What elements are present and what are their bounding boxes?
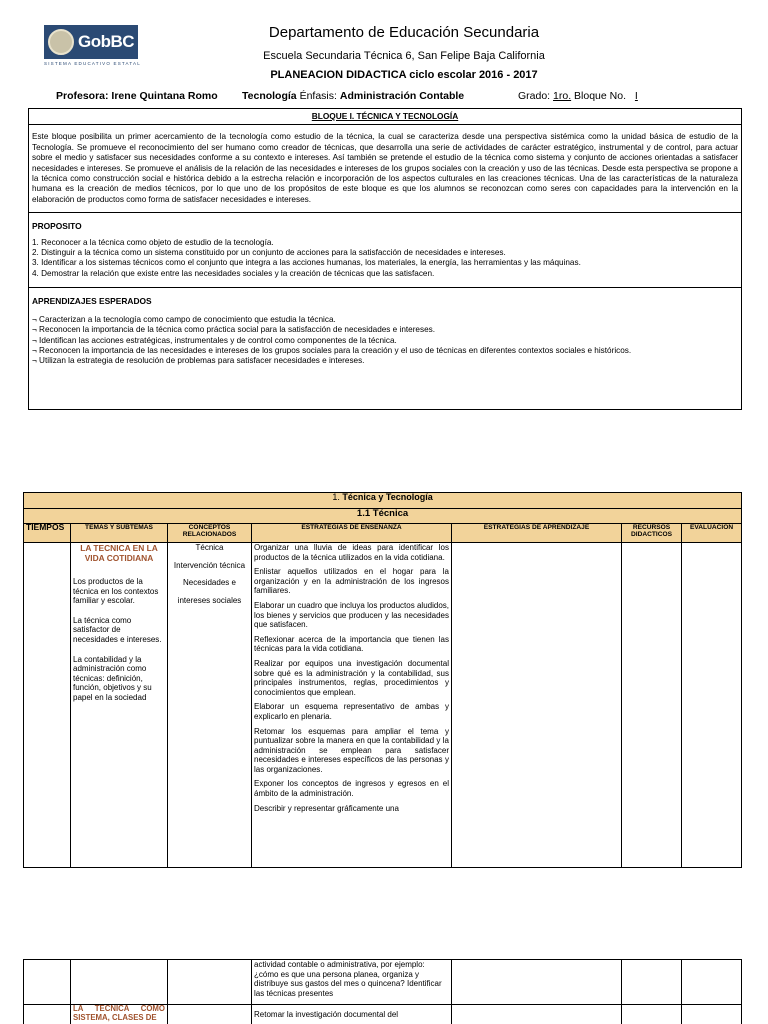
ensenanza-item: Exponer los conceptos de ingresos y egresos en el ámbito de la administración.	[254, 779, 449, 799]
planning-table-continued	[23, 959, 742, 1024]
table-title-row	[24, 493, 742, 509]
cell-ensenanza: actividad contable o administrativa, por ejemplo: ¿cómo es que una persona planea, organiza y distribuye sus gastos del mes o quincena? Identificar las técnicas presentes	[252, 960, 452, 1005]
tema-heading: LA TECNICA EN LA VIDA COTIDIANA	[80, 543, 158, 563]
header-recursos: RECURSOS DIDACTICOS	[622, 524, 682, 543]
enfasis-value: Administración Contable	[339, 90, 465, 102]
tema-heading: LA TECNICA COMO SISTEMA, CLASES DE	[71, 1005, 168, 1024]
cell-recursos	[622, 1005, 682, 1024]
proposito-item: 1. Reconocer a la técnica como objeto de estudio de la tecnología.	[32, 237, 274, 247]
ensenanza-item: Describir y representar gráficamente una	[254, 803, 399, 813]
logo-caption: SISTEMA EDUCATIVO ESTATAL	[44, 61, 141, 66]
header-tiempos: TIEMPOS	[24, 524, 71, 543]
cell-conceptos	[168, 960, 252, 1005]
cell-ensenanza	[252, 543, 452, 868]
ensenanza-item: Reflexionar acerca de la importancia que tienen las técnicas para la vida cotidiana.	[254, 634, 449, 654]
table-row	[24, 960, 742, 1005]
profesora: Profesora: Irene Quintana Romo	[56, 90, 218, 102]
aprendizaje-item: ¬ Reconocen la importancia de la técnica como práctica social para la satisfacción de necesidades e intereses.	[32, 325, 436, 335]
divider	[29, 212, 741, 213]
tecnologia-label: Tecnología	[242, 90, 297, 102]
planeacion-title: PLANEACION DIDACTICA ciclo escolar 2016 - 2017	[270, 69, 538, 81]
table-title-text: Técnica y Tecnología	[342, 492, 433, 502]
bloque-value: I	[634, 90, 638, 102]
header-temas: TEMAS Y SUBTEMAS	[71, 524, 168, 543]
concepto-item: intereses sociales	[177, 595, 242, 605]
ensenanza-item: Elaborar un esquema representativo de ambas y explicarlo en plenaria.	[254, 702, 449, 721]
school-name: Escuela Secundaria Técnica 6, San Felipe Baja California	[263, 50, 545, 62]
cell-ensenanza: Retomar la investigación documental del	[252, 1005, 452, 1024]
cell-conceptos	[168, 543, 252, 868]
table-title-number: 1.	[332, 492, 340, 502]
bloque-intro: Este bloque posibilita un primer acercamiento de la tecnología como estudio de la técnica, la cual se caracteriza desde una perspectiva sistémica como la unidad básica de estudio de la Tecnología. Se promueve el reconocimiento del ser humano como creador de técnicas, que desarrolla una serie de actividades de carácter estratégico, instrumental y de control, para actuar sobre el medio y satisfacer sus necesidades conforme a su contexto e intereses. Así también se pretende el estudio de la técnica como sistema y conjunto de acciones orientadas a satisfacer necesidades e intereses. Se promueve el análisis de la relación de las necesidades e intereses de los grupos sociales con la creación y uso de las técnicas. Desde esta perspectiva se propone a la técnica como construcción social e histórica debido a la estrecha relación e incorporación de los aspectos culturales en las creaciones técnicas. Una de las características de la naturaleza humana es la creación de medios técnicos, por lo que uno de los propósitos de este bloque es que los alumnos se reconozcan como seres con capacidades para la intervención en la elaboración de productos como forma de satisfacer necesidades e intereses.	[32, 132, 738, 204]
table-title	[24, 493, 742, 509]
table-subtitle-row	[24, 509, 742, 524]
cell-tiempos	[24, 960, 71, 1005]
table-row	[24, 1005, 742, 1024]
table-subtitle: 1.1 Técnica	[24, 509, 742, 524]
cell-aprendizaje	[452, 1005, 622, 1024]
aprendizaje-item: ¬ Reconocen la importancia de las necesidades e intereses de los grupos sociales para la creación y el uso de técnicas en diferentes contextos sociales e históricos.	[32, 345, 632, 355]
bloque-title: BLOQUE I. TÉCNICA Y TECNOLOGÍA	[311, 111, 459, 121]
enfasis-line	[242, 90, 464, 102]
cell-temas	[71, 543, 168, 868]
ensenanza-item: Organizar una lluvia de ideas para identificar los productos de la técnica utilizados en la vida cotidiana.	[254, 543, 449, 562]
aprendizaje-item: ¬ Identifican las acciones estratégicas, instrumentales y de control como componentes de la técnica.	[32, 335, 397, 345]
aprendizajes-list	[29, 307, 741, 367]
cell-recursos	[622, 543, 682, 868]
proposito-heading: PROPOSITO	[32, 221, 82, 232]
concepto-item: Necesidades e	[183, 578, 236, 588]
ensenanza-item: Enlistar aquellos utilizados en el hogar para la organización y en la administración de los ingresos familiares.	[254, 567, 449, 596]
table-header-row	[24, 524, 742, 543]
grado-line	[518, 90, 644, 102]
bloque-box	[28, 108, 742, 410]
proposito-item: 2. Distinguir a la técnica como un sistema constituido por un conjunto de acciones para la satisfacción de necesidades e intereses.	[32, 248, 506, 258]
cell-aprendizaje	[452, 960, 622, 1005]
header-evaluacion: EVALUACION	[682, 524, 742, 543]
tema-item: La contabilidad y la administración como técnicas: definición, función, objetivos y su papel en la sociedad	[73, 654, 152, 702]
table-row	[24, 543, 742, 868]
aprendizaje-item: ¬ Utilizan la estrategia de resolución de problemas para satisfacer necesidades e intereses.	[32, 356, 365, 366]
proposito-list	[29, 232, 741, 280]
bloque-label: Bloque No.	[574, 90, 626, 102]
proposito-item: 4. Demostrar la relación que existe entre las necesidades sociales y la creación de técnicas que las satisfacen.	[32, 268, 435, 278]
cell-temas	[71, 960, 168, 1005]
cell-conceptos	[168, 1005, 252, 1024]
ensenanza-item: Retomar los esquemas para ampliar el tema y puntualizar sobre la manera en que la contabilidad y la administración se emplean para satisfacer necesidades e intereses específicos de las personas y las organizaciones.	[254, 726, 449, 774]
concepto-item: Intervención técnica	[173, 560, 246, 570]
ensenanza-item: Realizar por equipos una investigación documental sobre qué es la administración y la contabilidad, sus principales instrumentos, reglas, procedimientos y conocimientos que emplean.	[254, 658, 449, 697]
cell-aprendizaje	[452, 543, 622, 868]
grado-label: Grado:	[518, 90, 551, 102]
tema-item: Los productos de la técnica en los contextos familiar y escolar.	[73, 577, 159, 606]
ensenanza-item: Elaborar un cuadro que incluya los productos aludidos, los bienes y servicios que producen y las necesidades que satisfacen.	[254, 600, 449, 630]
cell-evaluacion	[682, 1005, 742, 1024]
proposito-item: 3. Identificar a los sistemas técnicos como el conjunto que integra a las acciones humanas, los materiales, la energía, las herramientas y las máquinas.	[32, 258, 581, 268]
header-aprendizaje: ESTRATEGIAS DE APRENDIZAJE	[452, 524, 622, 543]
aprendizaje-item: ¬ Caracterizan a la tecnología como campo de conocimiento que estudia la técnica.	[32, 314, 336, 324]
department-title: Departamento de Educación Secundaria	[268, 24, 540, 41]
divider	[29, 287, 741, 288]
cell-tiempos	[24, 543, 71, 868]
aprendizajes-heading: APRENDIZAJES ESPERADOS	[32, 296, 152, 307]
header-ensenanza: ESTRATEGIAS DE ENSEÑANZA	[252, 524, 452, 543]
cell-recursos	[622, 960, 682, 1005]
enfasis-label: Énfasis:	[299, 90, 337, 102]
cell-tiempos	[24, 1005, 71, 1024]
cell-evaluacion	[682, 543, 742, 868]
tema-item: La técnica como satisfactor de necesidades e intereses.	[73, 615, 162, 644]
concepto-item: Técnica	[195, 543, 224, 552]
header-conceptos: CONCEPTOS RELACIONADOS	[168, 524, 252, 543]
planning-table	[23, 492, 742, 868]
grado-value: 1ro.	[553, 90, 572, 102]
cell-evaluacion	[682, 960, 742, 1005]
logo-text: GobBC	[78, 32, 135, 51]
